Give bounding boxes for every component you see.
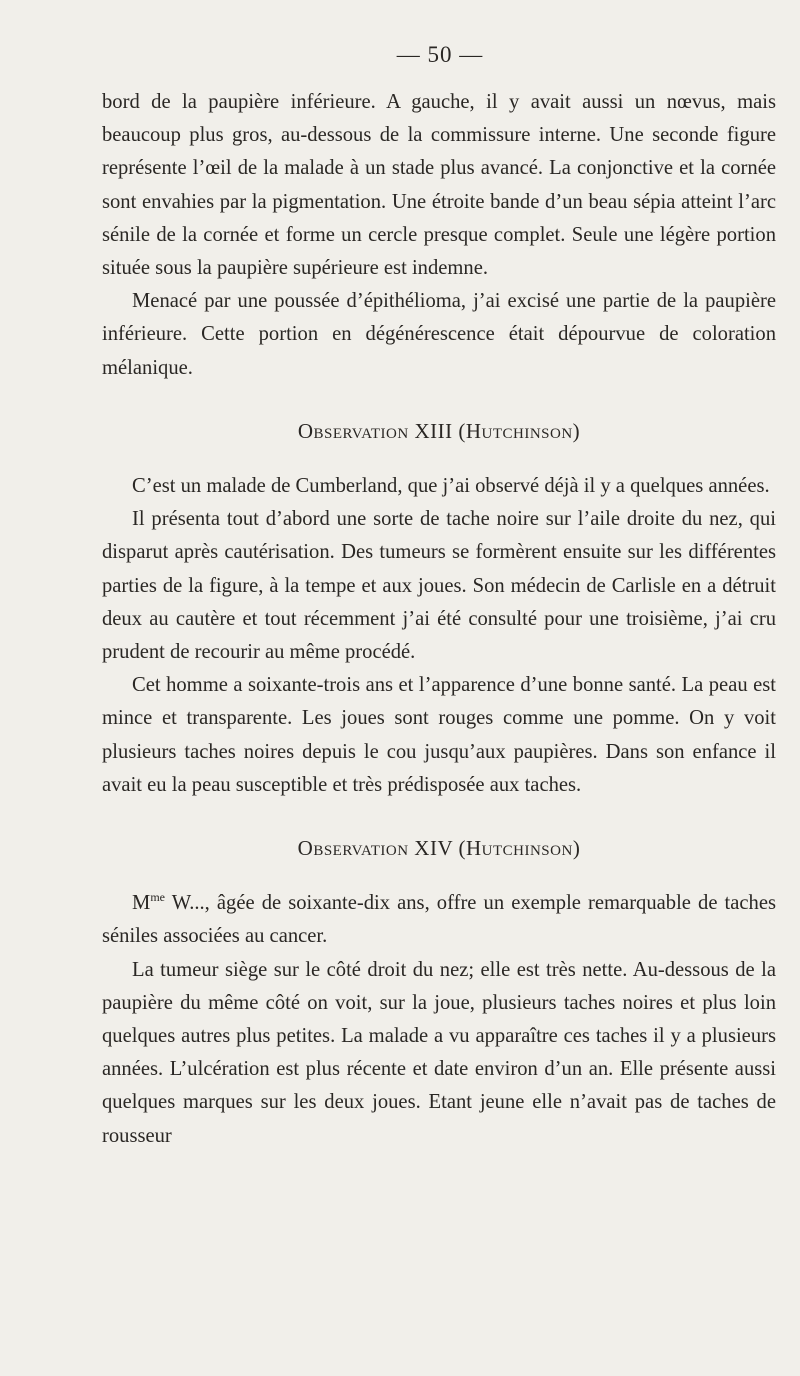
title-abbreviation: M: [132, 892, 151, 915]
observation-13-paragraph-3: Cet homme a soixante-trois ans et l’apparence d’une bonne santé. La peau est mince et transparente. Les joues sont rouges comme une pomme. On y voit plusieurs taches noires depuis le cou jusqu’aux paupières. Dans son enfance il avait eu la peau susceptible et très prédisposée aux taches.: [102, 674, 776, 796]
observation-13-heading: Observation XIII (Hutchinson): [297, 418, 581, 443]
paragraph-continued: bord de la paupière inférieure. A gauche, il y avait aussi un nœvus, mais beaucoup plus gros, au-dessous de la commissure interne. Une seconde figure représente l’œil de la malade à un stade plus avancé. La conjonctive et la cornée sont envahies par la pigmentation. Une étroite bande d’un beau sépia atteint l’arc sénile de la cornée et forme un cercle presque complet. Seule une légère portion située sous la paupière supérieure est indemne.: [102, 91, 776, 280]
observation-14-paragraph-2: La tumeur siège sur le côté droit du nez; elle est très nette. Au-dessous de la paupière du même côté on voit, sur la joue, plusieurs taches noires et plus loin quelques autres plus petites. La malade a vu apparaître ces taches il y a plusieurs années. L’ulcération est plus récente et date environ d’un an. Elle présente aussi quelques marques sur les deux joues. Etant jeune elle n’avait pas de taches de rousseur: [102, 958, 776, 1147]
title-superscript: me: [150, 890, 165, 905]
body-text: [102, 86, 776, 1153]
page-number: — 50 —: [396, 42, 484, 67]
observation-14-intro-text: W..., âgée de soixante-dix ans, offre un exemple remarquable de taches séniles associées au cancer.: [102, 892, 776, 948]
paragraph-excision: Menacé par une poussée d’épithélioma, j’ai excisé une partie de la paupière inférieure. Cette portion en dégénérescence était dépourvue de coloration mélanique.: [102, 290, 776, 379]
observation-14-heading: Observation XIV (Hutchinson): [297, 836, 581, 861]
observation-13-paragraph-1: C’est un malade de Cumberland, que j’ai observé déjà il y a quelques années.: [132, 475, 770, 498]
observation-14-paragraph-1: [102, 887, 776, 953]
observation-13-paragraph-2: Il présenta tout d’abord une sorte de tache noire sur l’aile droite du nez, qui disparut après cautérisation. Des tumeurs se formèrent ensuite sur les différentes parties de la figure, à la tempe et aux joues. Son médecin de Carlisle en a détruit deux au cautère et tout récemment j’ai été consulté pour une troisième, j’ai cru prudent de recourir au même procédé.: [102, 508, 776, 664]
